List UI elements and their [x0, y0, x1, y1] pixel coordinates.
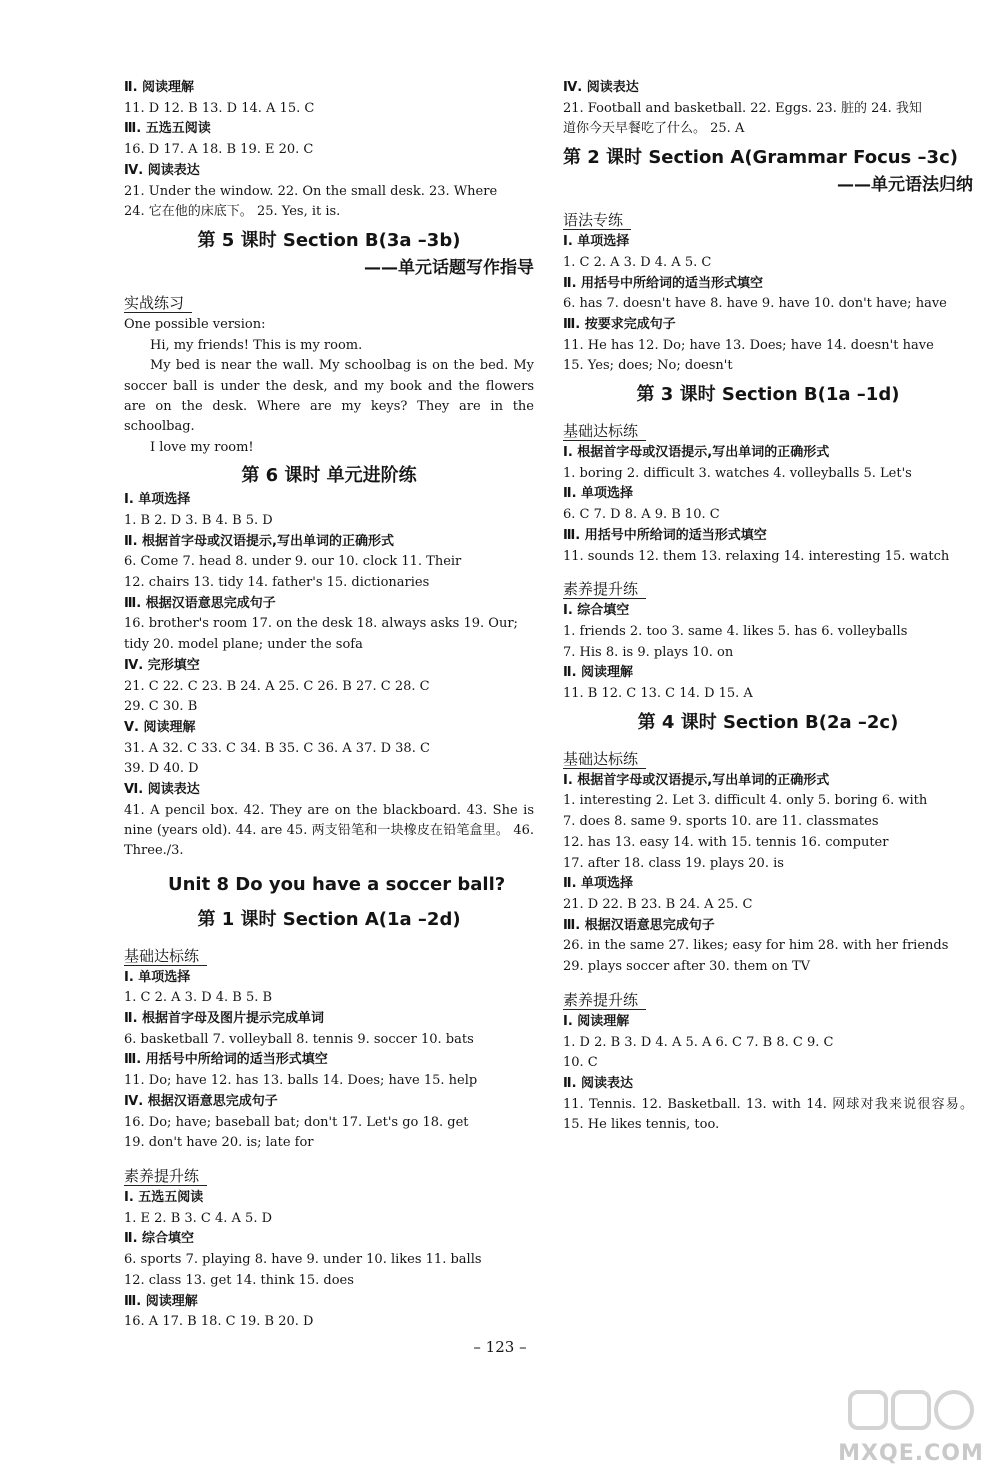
section-label: Ⅳ. 阅读表达 — [124, 162, 200, 178]
answer-line: 1. B 2. D 3. B 4. B 5. D — [124, 512, 273, 528]
answer-paragraph: 41. A pencil box. 42. They are on the blackboard. 43. She is nine (years old). 44. are 45. 两支铅笔和一块橡皮在铅笔盒里。 46. Three./3. — [124, 802, 534, 859]
answer-line: 6. C 7. D 8. A 9. B 10. C — [563, 507, 720, 523]
answer-line: 11. sounds 12. them 13. relaxing 14. interesting 15. watch — [563, 548, 950, 564]
answer-paragraph: 11. Tennis. 12. Basketball. 13. with 14. 网球对我来说很容易。 15. He likes tennis, too. — [563, 1096, 973, 1132]
lesson-title: 第 1 课时 Section A(1a –2d) — [197, 908, 461, 930]
answer-line: 7. His 8. is 9. plays 10. on — [563, 644, 734, 660]
answer-line: 12. has 13. easy 14. with 15. tennis 16. computer — [563, 834, 889, 850]
answer-line: 1. C 2. A 3. D 4. A 5. C — [563, 254, 712, 270]
answer-line: 21. Under the window. 22. On the small desk. 23. Where — [124, 183, 498, 199]
answer-line: tidy 20. model plane; under the sofa — [124, 637, 363, 653]
section-label: Ⅵ. 阅读表达 — [124, 782, 200, 798]
answer-line: 39. D 40. D — [124, 761, 199, 777]
section-label: Ⅳ. 阅读表达 — [563, 80, 639, 95]
section-label: Ⅲ. 五选五阅读 — [124, 121, 211, 137]
section-label: Ⅰ. 单项选择 — [124, 492, 191, 508]
section-label: Ⅱ. 阅读理解 — [563, 665, 634, 681]
section-label: Ⅰ. 根据首字母或汉语提示,写出单词的正确形式 — [563, 445, 830, 461]
answer-line: 12. chairs 13. tidy 14. father's 15. dictionaries — [124, 575, 430, 591]
answer-line: 15. Yes; does; No; doesn't — [563, 358, 733, 374]
section-label: Ⅱ. 用括号中所给词的适当形式填空 — [563, 275, 764, 291]
watermark — [826, 1388, 996, 1468]
section-label: Ⅱ. 综合填空 — [124, 1231, 195, 1247]
answer-line: 6. basketball 7. volleyball 8. tennis 9. soccer 10. bats — [124, 1031, 474, 1047]
answer-line: 7. does 8. same 9. sports 10. are 11. classmates — [563, 814, 879, 830]
answer-line: 16. brother's room 17. on the desk 18. always asks 19. Our; — [124, 616, 518, 632]
answer-line: 6. Come 7. head 8. under 9. our 10. clock 11. Their — [124, 554, 462, 570]
exercise-heading-label: 素养提升练 — [124, 1167, 207, 1186]
answer-line: 17. after 18. class 19. plays 20. is — [563, 855, 784, 871]
answer-line: 10. C — [563, 1055, 598, 1071]
page-number: – 123 – — [473, 1338, 527, 1356]
section-label: Ⅲ. 用括号中所给词的适当形式填空 — [124, 1052, 328, 1068]
section-label: Ⅰ. 单项选择 — [124, 969, 191, 985]
answer-line: 21. C 22. C 23. B 24. A 25. C 26. B 27. C 28. C — [124, 678, 430, 694]
section-label: Ⅱ. 阅读理解 — [124, 80, 195, 95]
exercise-heading-label: 素养提升练 — [563, 580, 646, 599]
answer-line: 1. E 2. B 3. C 4. A 5. D — [124, 1210, 273, 1226]
exercise-heading — [124, 291, 534, 315]
answer-line: 11. He has 12. Do; have 13. Does; have 14. doesn't have — [563, 337, 934, 353]
exercise-heading-label: 语法专练 — [563, 211, 631, 230]
section-label: Ⅰ. 阅读理解 — [563, 1013, 630, 1029]
lesson-title: 第 5 课时 Section B(3a –3b) — [197, 229, 461, 251]
answer-line: 1. friends 2. too 3. same 4. likes 5. has 6. volleyballs — [563, 623, 908, 639]
section-label: Ⅰ. 五选五阅读 — [124, 1189, 204, 1205]
section-label: Ⅲ. 根据汉语意思完成句子 — [124, 595, 276, 611]
text-paragraph: Hi, my friends! This is my room. — [150, 337, 363, 353]
unit-title: Unit 8 Do you have a soccer ball? — [168, 873, 506, 895]
section-label: Ⅱ. 根据首字母或汉语提示,写出单词的正确形式 — [124, 533, 394, 549]
answer-line: 21. Football and basketball. 22. Eggs. 23. 脏的 24. 我知 — [563, 100, 922, 116]
answer-line: 11. D 12. B 13. D 14. A 15. C — [124, 100, 315, 116]
exercise-heading — [563, 988, 973, 1012]
section-label: Ⅱ. 单项选择 — [563, 486, 634, 502]
answer-line: 24. 它在他的床底下。 25. Yes, it is. — [124, 204, 341, 220]
answer-line: 29. plays soccer after 30. them on TV — [563, 959, 811, 975]
lesson-title: 第 2 课时 Section A(Grammar Focus –3c) — [563, 147, 958, 169]
answer-line: 6. has 7. doesn't have 8. have 9. have 10. don't have; have — [563, 296, 947, 312]
lesson-title: 第 6 课时 单元进阶练 — [241, 465, 417, 487]
section-label: Ⅱ. 根据首字母及图片提示完成单词 — [124, 1011, 325, 1027]
section-label: Ⅲ. 根据汉语意思完成句子 — [563, 917, 715, 933]
answer-paragraph: My bed is near the wall. My schoolbag is on the bed. My soccer ball is under the desk, and my book and the flowers are on the desk. Where are my keys? They are in the schoolbag. — [124, 358, 534, 435]
answer-line: 16. Do; have; baseball bat; don't 17. Let's go 18. get — [124, 1114, 469, 1130]
section-label: Ⅲ. 按要求完成句子 — [563, 316, 676, 332]
answer-line: 1. interesting 2. Let 3. difficult 4. only 5. boring 6. with — [563, 793, 928, 809]
text-paragraph: I love my room! — [150, 439, 254, 455]
answer-line: 1. C 2. A 3. D 4. B 5. B — [124, 990, 273, 1006]
lesson-subtitle: ——单元话题写作指导 — [364, 257, 534, 278]
exercise-heading-label: 基础达标练 — [124, 947, 207, 966]
exercise-heading — [563, 747, 973, 771]
section-label: Ⅰ. 单项选择 — [563, 234, 630, 250]
section-label: Ⅲ. 阅读理解 — [124, 1293, 198, 1309]
section-label: Ⅳ. 完形填空 — [124, 657, 200, 673]
right-column — [563, 78, 973, 1135]
answer-line: 31. A 32. C 33. C 34. B 35. C 36. A 37. D 38. C — [124, 740, 430, 756]
section-label: Ⅱ. 阅读表达 — [563, 1075, 634, 1091]
exercise-heading — [124, 1164, 534, 1188]
section-label: Ⅴ. 阅读理解 — [124, 719, 196, 735]
exercise-heading-label: 基础达标练 — [563, 422, 646, 441]
answer-line: 11. Do; have 12. has 13. balls 14. Does; have 15. help — [124, 1073, 478, 1089]
answer-line: 6. sports 7. playing 8. have 9. under 10. likes 11. balls — [124, 1252, 482, 1268]
lesson-title: 第 4 课时 Section B(2a –2c) — [637, 711, 899, 733]
answer-line: 12. class 13. get 14. think 15. does — [124, 1272, 354, 1288]
section-label: Ⅲ. 用括号中所给词的适当形式填空 — [563, 527, 767, 543]
exercise-heading-label: 实战练习 — [124, 294, 192, 313]
exercise-heading — [563, 577, 973, 601]
section-label: Ⅰ. 综合填空 — [563, 603, 630, 619]
exercise-heading-label: 基础达标练 — [563, 750, 646, 769]
lesson-subtitle: ——单元语法归纳 — [837, 175, 973, 196]
section-label: Ⅳ. 根据汉语意思完成句子 — [124, 1093, 278, 1109]
exercise-heading — [124, 944, 534, 968]
answer-line: 11. B 12. C 13. C 14. D 15. A — [563, 686, 753, 702]
answer-line: 道你今天早餐吃了什么。 25. A — [563, 121, 745, 137]
answer-line: 29. C 30. B — [124, 699, 198, 715]
section-label: Ⅱ. 单项选择 — [563, 876, 634, 892]
watermark-text: MXQE.COM — [838, 1441, 984, 1466]
answer-line: 1. D 2. B 3. D 4. A 5. A 6. C 7. B 8. C 9. C — [563, 1034, 834, 1050]
answer-line: One possible version: — [124, 316, 266, 332]
answer-line: 1. boring 2. difficult 3. watches 4. volleyballs 5. Let's — [563, 465, 912, 481]
answer-line: 21. D 22. B 23. B 24. A 25. C — [563, 896, 753, 912]
exercise-heading — [563, 419, 973, 443]
answer-line: 19. don't have 20. is; late for — [124, 1135, 314, 1151]
watermark-logo-icon — [846, 1388, 976, 1434]
exercise-heading-label: 素养提升练 — [563, 991, 646, 1010]
answer-line: 26. in the same 27. likes; easy for him 28. with her friends — [563, 938, 949, 954]
lesson-title: 第 3 课时 Section B(1a –1d) — [636, 384, 900, 406]
section-label: Ⅰ. 根据首字母或汉语提示,写出单词的正确形式 — [563, 772, 830, 788]
answer-line: 16. A 17. B 18. C 19. B 20. D — [124, 1314, 314, 1330]
answer-line: 16. D 17. A 18. B 19. E 20. C — [124, 142, 314, 158]
exercise-heading — [563, 208, 973, 232]
left-column — [124, 78, 534, 1333]
